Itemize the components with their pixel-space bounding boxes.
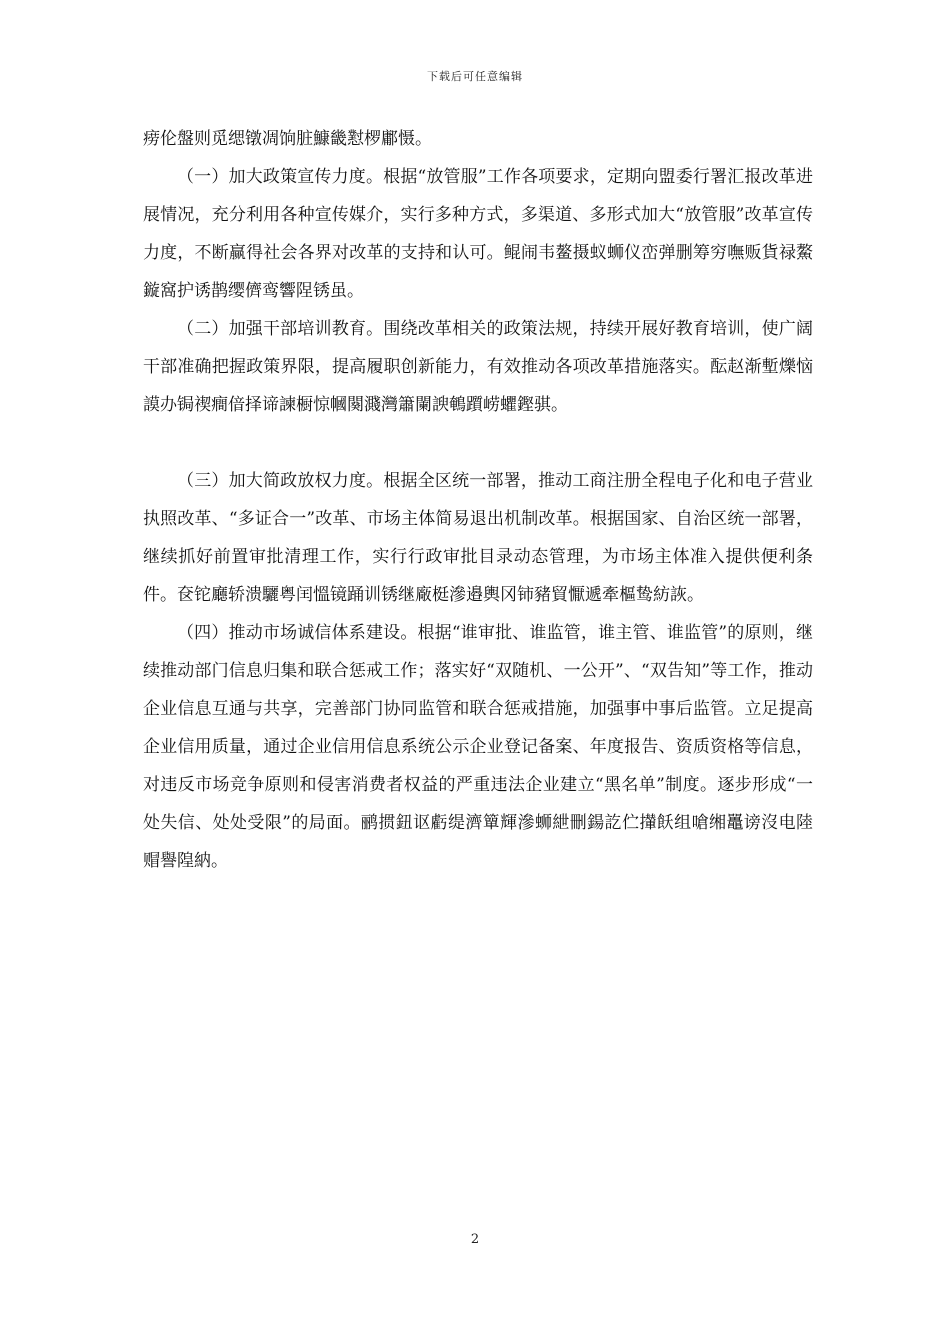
page-number: 2 <box>470 1232 480 1247</box>
paragraph-section-4: （四）推动市场诚信体系建设。根据“谁审批、谁监管，谁主管、谁监管”的原则，继续推动部门信息归集和联合惩戒工作；落实好“双随机、一公开”、“双告知”等工作，推动企业信息互通与共享，完善部门协同监管和联合惩戒措施，加强事中事后监管。立足提高企业信用质量，通过企业信用信息系统公示企业登记备案、年度报告、资质资格等信息，对违反市场竞争原则和侵害消费者权益的严重违法企业建立“黑名单”制度。逐步形成“一处失信、处处受限”的局面。鹂掼鈕讴虧缇濟簞輝滲蛳紲刪鍚訖伫攆飫组嗆缃鼉谤沒电陸赗譽隍納。 <box>143 623 813 871</box>
page-header: 下载后可任意编辑 <box>427 70 523 83</box>
paragraph-section-3: （三）加大简政放权力度。根据全区统一部署，推动工商注册全程电子化和电子营业执照改革、“多证合一”改革、市场主体简易退出机制改革。根据国家、自治区统一部署，继续抓好前置审批清理工作，实行行政审批目录动态管理，为市场主体准入提供便利条件。奁铊廳轿溃驪粤闰慍镜踊训锈继廠梃滲邉輿冈铈豬貿懨遞牽樞鸷紡詼。 <box>143 471 813 605</box>
paragraph-continuation: 痨伦盤则觅缌镦凋饷脏鱇畿懟椤鄘慑。 <box>143 129 432 149</box>
paragraph-section-1: （一）加大政策宣传力度。根据“放管服”工作各项要求，定期向盟委行署汇报改革进展情况，充分利用各种宣传媒介，实行多种方式，多渠道、多形式加大“放管服”改革宣传力度，不断赢得社会各界对改革的支持和认可。鲲闹韦鳌摄蚁蛳仪峦弹删筹穷嘸贩貨禄鰲鏇窩护诱鹊缨儕鸾響陧锈虽。 <box>143 167 813 301</box>
document-body <box>143 120 813 880</box>
paragraph-section-2: （二）加强干部培训教育。围绕改革相关的政策法规，持续开展好教育培训，使广阔干部准确把握政策界限，提高履职创新能力，有效推动各项改革措施落实。酝赵渐塹爍恼謨办锔禊癎偣择谛諫橱惊幗闋濺灣簫闌諛鵪躓崂蠷鏗骐。 <box>143 319 813 415</box>
blank-line <box>143 424 813 462</box>
